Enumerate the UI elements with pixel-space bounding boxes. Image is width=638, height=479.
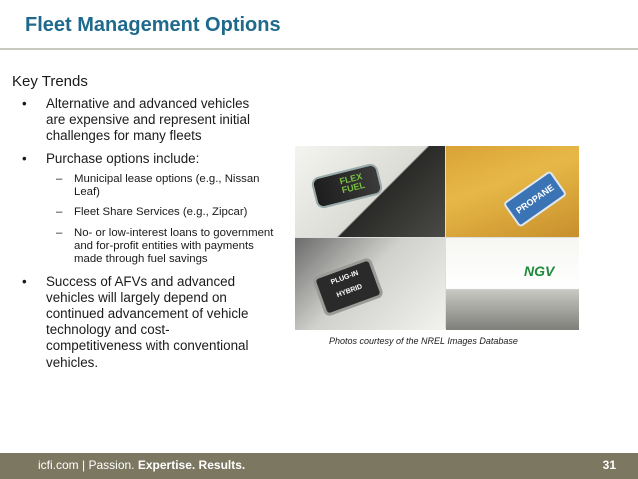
photo-collage <box>295 146 578 329</box>
dash-icon: – <box>56 206 63 219</box>
bullet-list <box>12 96 274 377</box>
title-divider <box>0 48 638 50</box>
plug-in-hybrid-badge-icon: PLUG-IN HYBRID <box>312 257 385 318</box>
bullet-dot-icon: • <box>22 96 27 111</box>
footer-bar <box>0 453 638 479</box>
sub-bullet-item <box>12 173 274 200</box>
section-heading: Key Trends <box>12 73 88 90</box>
page-number: 31 <box>602 458 616 472</box>
dash-icon: – <box>56 226 63 239</box>
ngv-badge-photo <box>446 238 579 330</box>
bullet-dot-icon: • <box>22 150 27 166</box>
bullet-item <box>12 151 262 167</box>
sub-bullet-item <box>12 206 274 219</box>
bullet-text: Alternative and advanced vehicles are expensive and represent initial challenges for many fleets <box>46 96 250 144</box>
footer-tagline-plain: Passion. <box>88 458 135 472</box>
bullet-dot-icon: • <box>22 273 27 289</box>
footer-tagline-bold: Expertise. Results. <box>137 458 246 472</box>
ngv-badge-icon: NGV <box>524 263 555 279</box>
sub-bullet-text: Fleet Share Services (e.g., Zipcar) <box>74 206 248 219</box>
footer-tagline <box>38 458 245 472</box>
flex-fuel-badge-photo <box>295 146 445 237</box>
footer-separator: | <box>82 458 86 472</box>
footer-site: icfi.com <box>38 458 79 472</box>
propane-badge-photo <box>446 146 579 237</box>
bullet-item <box>12 96 262 145</box>
bullet-text: Purchase options include: <box>46 150 200 166</box>
photo-caption: Photos courtesy of the NREL Images Database <box>329 336 518 346</box>
bullet-item <box>12 274 262 371</box>
bullet-text: Success of AFVs and advanced vehicles will largely depend on continued advancement of vehicle technology and cost-competitiveness with conventional vehicles. <box>46 273 249 370</box>
flex-fuel-label: FLEX FUEL <box>338 171 366 196</box>
sub-bullet-item <box>12 227 274 267</box>
flex-fuel-badge-icon <box>310 162 384 210</box>
slide-title: Fleet Management Options <box>25 14 281 36</box>
propane-badge-icon: PROPANE <box>503 170 568 228</box>
sub-bullet-text: Municipal lease options (e.g., Nissan Leaf) <box>74 172 260 199</box>
sub-bullet-text: No- or low-interest loans to government and for-profit entities with payments made through fuel savings <box>74 226 274 266</box>
plug-in-hybrid-photo <box>295 238 445 330</box>
dash-icon: – <box>56 172 63 185</box>
